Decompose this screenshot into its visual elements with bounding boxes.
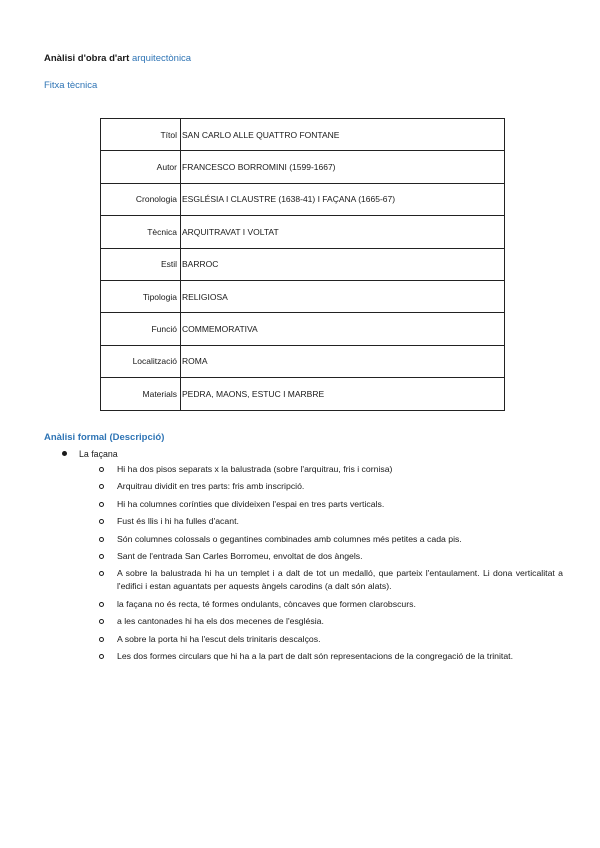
analisi-heading-text: Anàlisi formal — [44, 432, 107, 443]
list-item — [99, 615, 563, 628]
row-key: Autor — [101, 151, 181, 183]
list-item — [99, 598, 563, 611]
page-title — [44, 53, 191, 64]
list-item — [99, 515, 563, 528]
analisi-heading — [44, 432, 164, 443]
row-key: Tècnica — [101, 216, 181, 248]
circle-bullet-icon — [99, 537, 104, 542]
list-item-text: Són columnes colossals o gegantines combinades amb columnes més petites a cada pis. — [117, 533, 462, 544]
list-item-text: la façana no és recta, té formes ondulants, còncaves que formen clarobscurs. — [117, 598, 416, 609]
circle-bullet-icon — [99, 619, 104, 624]
circle-bullet-icon — [99, 571, 104, 576]
list-item — [99, 650, 563, 663]
row-value: SAN CARLO ALLE QUATTRO FONTANE — [181, 119, 505, 151]
row-value: COMMEMORATIVA — [181, 313, 505, 345]
circle-bullet-icon — [99, 519, 104, 524]
circle-bullet-icon — [99, 467, 104, 472]
list-item-text: Sant de l'entrada San Carles Borromeu, envoltat de dos àngels. — [117, 550, 363, 561]
row-key: Cronologia — [101, 183, 181, 215]
facade-description-list — [99, 463, 563, 667]
row-value: BARROC — [181, 248, 505, 280]
list-item — [99, 633, 563, 646]
row-key: Tipologia — [101, 280, 181, 312]
table-row — [101, 280, 505, 312]
fitxa-heading: Fitxa tècnica — [44, 80, 98, 91]
row-key: Funció — [101, 313, 181, 345]
topic-label: La façana — [79, 449, 118, 459]
table-row — [101, 313, 505, 345]
list-item-text: a les cantonades hi ha els dos mecenes de l'església. — [117, 616, 324, 627]
fitxa-tecnica-table — [100, 118, 505, 411]
circle-bullet-icon — [99, 554, 104, 559]
list-item — [99, 533, 563, 546]
list-item-text: Fust és llis i hi ha fulles d'acant. — [117, 516, 239, 527]
list-item-text: Arquitrau dividit en tres parts: fris amb inscripció. — [117, 481, 305, 492]
table-row — [101, 248, 505, 280]
list-item-text: Hi ha columnes corínties que divideixen l'espai en tres parts verticals. — [117, 498, 385, 509]
list-item-text: Hi ha dos pisos separats x la balustrada (sobre l'arquitrau, fris i cornisa) — [117, 464, 393, 474]
circle-bullet-icon — [99, 484, 104, 489]
row-value: RELIGIOSA — [181, 280, 505, 312]
row-key: Materials — [101, 378, 181, 410]
row-key: Títol — [101, 119, 181, 151]
list-item-text: A sobre la balustrada hi ha un templet i a dalt de tot un medalló, que parteix l'entaulament. Li dona verticalitat a l'edifici i estan aguantats per aquests àngels carodins (a dalt són alats). — [117, 568, 563, 592]
row-value: ARQUITRAVAT I VOLTAT — [181, 216, 505, 248]
list-item — [99, 567, 563, 593]
bullet-icon — [62, 451, 67, 456]
list-item — [99, 498, 563, 511]
title-prefix: Anàlisi d'obra d'art — [44, 53, 130, 64]
circle-bullet-icon — [99, 502, 104, 507]
list-item-text: Les dos formes circulars que hi ha a la part de dalt són representacions de la congregació de la trinitat. — [117, 650, 513, 661]
title-accent: arquitectònica — [131, 53, 192, 64]
table-row — [101, 378, 505, 410]
circle-bullet-icon — [99, 602, 104, 607]
table-row — [101, 119, 505, 151]
list-item-text: A sobre la porta hi ha l'escut dels trinitaris descalços. — [117, 633, 321, 644]
circle-bullet-icon — [99, 654, 104, 659]
list-item-topic — [62, 449, 118, 459]
table-row — [101, 216, 505, 248]
row-key: Localització — [101, 345, 181, 377]
analisi-heading-paren: (Descripció) — [109, 432, 165, 443]
list-item — [99, 480, 563, 493]
row-value: ESGLÉSIA I CLAUSTRE (1638-41) I FAÇANA (1665-67) — [181, 183, 505, 215]
table-row — [101, 151, 505, 183]
row-value: PEDRA, MAONS, ESTUC I MARBRE — [181, 378, 505, 410]
table-row — [101, 183, 505, 215]
circle-bullet-icon — [99, 637, 104, 642]
row-value: FRANCESCO BORROMINI (1599-1667) — [181, 151, 505, 183]
row-key: Estil — [101, 248, 181, 280]
list-item — [99, 463, 563, 476]
table-row — [101, 345, 505, 377]
list-item — [99, 550, 563, 563]
row-value: ROMA — [181, 345, 505, 377]
